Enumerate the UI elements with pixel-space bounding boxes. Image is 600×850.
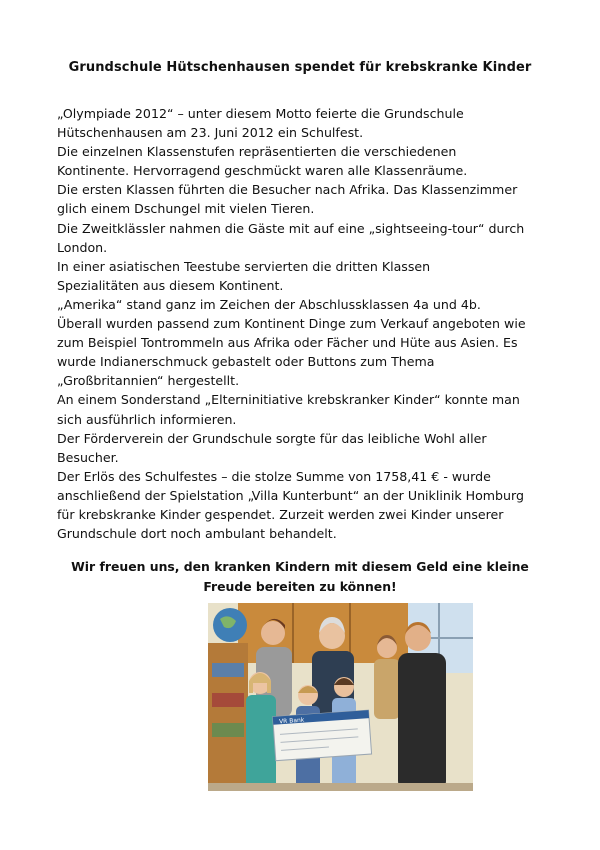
donation-cheque xyxy=(273,710,372,761)
closing-statement: Wir freuen uns, den kranken Kindern mit diesem Geld eine kleine Freude bereiten zu können! xyxy=(71,559,529,594)
cheque-bank-name: VR Bank xyxy=(278,716,305,726)
paragraph: In einer asiatischen Teestube servierten die dritten Klassen Spezialitäten aus diesem Kontinent. xyxy=(57,258,431,293)
paragraph: „Amerika“ stand ganz im Zeichen der Abschlussklassen 4a und 4b. xyxy=(57,296,481,312)
article-body xyxy=(57,104,547,543)
paragraph: Der Förderverein der Grundschule sorgte für das leibliche Wohl aller Besucher. xyxy=(57,430,487,465)
article-title: Grundschule Hütschenhausen spendet für krebskranke Kinder xyxy=(68,60,532,75)
photo-illustration xyxy=(208,603,473,791)
paragraph: Die Zweitklässler nahmen die Gäste mit auf eine „sightseeing-tour“ durch London. xyxy=(57,220,525,255)
paragraph: Die einzelnen Klassenstufen repräsentierten die verschiedenen Kontinente. Hervorragend geschmückt waren alle Klassenräume. xyxy=(57,144,468,179)
paragraph: An einem Sonderstand „Elterninitiative krebskranker Kinder“ konnte man sich ausführlich informieren. xyxy=(57,392,520,427)
paragraph: Überall wurden passend zum Kontinent Dinge zum Verkauf angeboten wie zum Beispiel Tontrommeln aus Afrika oder Fächer und Hüte aus Asien. Es wurde Indianerschmuck gebastelt oder Buttons zum Thema „Großbritannien“ hergestellt. xyxy=(57,316,526,389)
paragraph: „Olympiade 2012“ – unter diesem Motto feierte die Grundschule Hütschenhausen am 23. Juni 2012 ein Schulfest. xyxy=(57,106,464,141)
donation-photo xyxy=(208,603,473,791)
paragraph: Der Erlös des Schulfestes – die stolze Summe von 1758,41 € - wurde anschließend der Spielstation „Villa Kunterbunt“ an der Uniklinik Homburg für krebskranke Kinder gespendet. Zurzeit werden zwei Kinder unserer Grundschule dort noch ambulant behandelt. xyxy=(57,468,524,542)
paragraph: Die ersten Klassen führten die Besucher nach Afrika. Das Klassenzimmer glich einem Dschungel mit vielen Tieren. xyxy=(57,182,518,217)
